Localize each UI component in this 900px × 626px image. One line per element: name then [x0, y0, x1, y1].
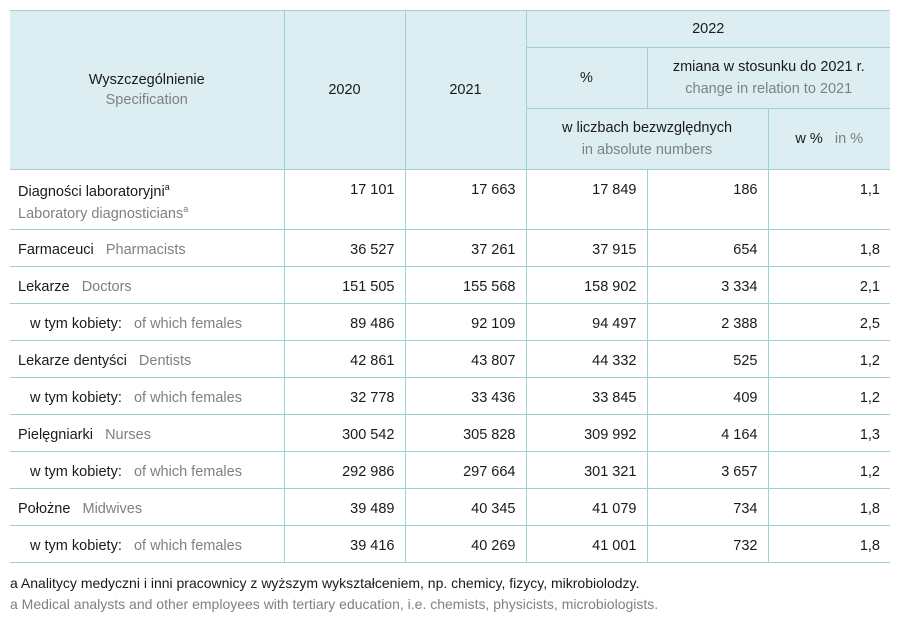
cell-v2022: 33 845 — [526, 378, 647, 415]
row-label-en: of which females — [133, 316, 242, 332]
row-label-en: Pharmacists — [105, 242, 186, 258]
footnote-marker: a — [183, 203, 189, 214]
header-change-en: change in relation to 2021 — [685, 81, 853, 97]
cell-v2021: 155 568 — [405, 267, 526, 304]
cell-pct: 2,1 — [768, 267, 890, 304]
cell-pct: 1,8 — [768, 489, 890, 526]
row-label-pl: Lekarze — [18, 279, 70, 295]
cell-abs: 525 — [647, 341, 768, 378]
cell-v2020: 89 486 — [284, 304, 405, 341]
table-body — [10, 170, 890, 563]
cell-v2022: 41 079 — [526, 489, 647, 526]
cell-v2021: 40 269 — [405, 526, 526, 563]
header-2022: 2022 — [526, 11, 890, 48]
row-label-pl-text: Diagności laboratoryjni — [18, 183, 165, 200]
cell-abs: 3 334 — [647, 267, 768, 304]
row-label — [10, 415, 284, 452]
row-label — [10, 452, 284, 489]
statistics-table — [10, 10, 890, 563]
cell-v2022: 37 915 — [526, 230, 647, 267]
cell-v2020: 42 861 — [284, 341, 405, 378]
row-label — [10, 170, 284, 230]
row-label-en: Doctors — [81, 279, 132, 295]
cell-v2020: 39 489 — [284, 489, 405, 526]
header-change-pl: zmiana w stosunku do 2021 r. — [672, 59, 865, 75]
header-2021: 2021 — [405, 11, 526, 170]
cell-v2020: 36 527 — [284, 230, 405, 267]
table-row — [10, 267, 890, 304]
table-row — [10, 341, 890, 378]
cell-v2021: 305 828 — [405, 415, 526, 452]
cell-v2021: 92 109 — [405, 304, 526, 341]
cell-v2021: 297 664 — [405, 452, 526, 489]
cell-abs: 3 657 — [647, 452, 768, 489]
row-label — [10, 378, 284, 415]
cell-pct: 1,2 — [768, 341, 890, 378]
table-row — [10, 526, 890, 563]
row-label — [10, 304, 284, 341]
cell-v2021: 43 807 — [405, 341, 526, 378]
footnote-marker: a — [164, 182, 170, 192]
row-label — [10, 230, 284, 267]
cell-v2021: 33 436 — [405, 378, 526, 415]
row-label-pl: Pielęgniarki — [18, 427, 93, 443]
row-label-pl: Lekarze dentyści — [18, 353, 127, 369]
footnote-en: a Medical analysts and other employees with tertiary education, i.e. chemists, physicists, microbiologists. — [10, 596, 659, 612]
cell-v2022: 309 992 — [526, 415, 647, 452]
cell-v2020: 151 505 — [284, 267, 405, 304]
row-label-en: Nurses — [105, 427, 151, 443]
cell-v2020: 17 101 — [284, 170, 405, 230]
cell-abs: 732 — [647, 526, 768, 563]
header-inpct-pl: w % — [795, 131, 823, 147]
header-percent: % — [526, 48, 647, 109]
table-row — [10, 489, 890, 526]
row-label — [10, 526, 284, 563]
cell-abs: 734 — [647, 489, 768, 526]
cell-v2022: 301 321 — [526, 452, 647, 489]
cell-v2021: 17 663 — [405, 170, 526, 230]
row-label — [10, 341, 284, 378]
table-header — [10, 11, 890, 170]
row-label-pl: w tym kobiety: — [30, 538, 122, 554]
header-abs-en: in absolute numbers — [581, 142, 713, 158]
footnotes — [10, 573, 658, 615]
footnote-pl: a Analitycy medyczni i inni pracownicy z wyższym wykształceniem, np. chemicy, fizycy, mikrobiolodzy. — [10, 575, 640, 591]
row-label-en: Midwives — [82, 501, 143, 517]
cell-v2022: 94 497 — [526, 304, 647, 341]
header-spec-pl: Wyszczególnienie — [88, 72, 205, 88]
cell-pct: 1,2 — [768, 452, 890, 489]
row-label-pl: w tym kobiety: — [30, 316, 122, 332]
table-row — [10, 304, 890, 341]
cell-v2020: 292 986 — [284, 452, 405, 489]
header-in-percent — [768, 109, 890, 170]
row-label — [10, 267, 284, 304]
cell-v2020: 39 416 — [284, 526, 405, 563]
cell-v2020: 32 778 — [284, 378, 405, 415]
row-label-pl — [18, 182, 284, 200]
cell-v2022: 17 849 — [526, 170, 647, 230]
cell-pct: 1,8 — [768, 526, 890, 563]
row-label-en: of which females — [133, 390, 242, 406]
row-label-pl: w tym kobiety: — [30, 464, 122, 480]
table-row — [10, 170, 890, 230]
header-2020: 2020 — [284, 11, 405, 170]
cell-v2021: 37 261 — [405, 230, 526, 267]
header-specification — [10, 11, 284, 170]
table-row — [10, 415, 890, 452]
cell-v2022: 41 001 — [526, 526, 647, 563]
row-label-en-text: Laboratory diagnosticians — [18, 205, 184, 222]
cell-abs: 2 388 — [647, 304, 768, 341]
row-label — [10, 489, 284, 526]
row-label-en — [18, 204, 284, 222]
header-abs-pl: w liczbach bezwzględnych — [561, 120, 733, 136]
row-label-en: of which females — [133, 464, 242, 480]
row-label-en: Dentists — [138, 353, 192, 369]
header-inpct-en: in % — [834, 131, 864, 147]
table-row — [10, 378, 890, 415]
row-label-pl: w tym kobiety: — [30, 390, 122, 406]
cell-abs: 409 — [647, 378, 768, 415]
cell-pct: 2,5 — [768, 304, 890, 341]
cell-v2020: 300 542 — [284, 415, 405, 452]
cell-abs: 4 164 — [647, 415, 768, 452]
row-label-pl: Położne — [18, 501, 71, 517]
row-label-en: of which females — [133, 538, 242, 554]
cell-abs: 186 — [647, 170, 768, 230]
row-label-pl: Farmaceuci — [18, 242, 94, 258]
table-row — [10, 452, 890, 489]
cell-abs: 654 — [647, 230, 768, 267]
header-absolute — [526, 109, 768, 170]
cell-pct: 1,8 — [768, 230, 890, 267]
cell-v2022: 44 332 — [526, 341, 647, 378]
cell-v2021: 40 345 — [405, 489, 526, 526]
cell-pct: 1,1 — [768, 170, 890, 230]
cell-v2022: 158 902 — [526, 267, 647, 304]
cell-pct: 1,3 — [768, 415, 890, 452]
header-spec-en: Specification — [105, 92, 188, 108]
table-row — [10, 230, 890, 267]
cell-pct: 1,2 — [768, 378, 890, 415]
header-change — [647, 48, 890, 109]
